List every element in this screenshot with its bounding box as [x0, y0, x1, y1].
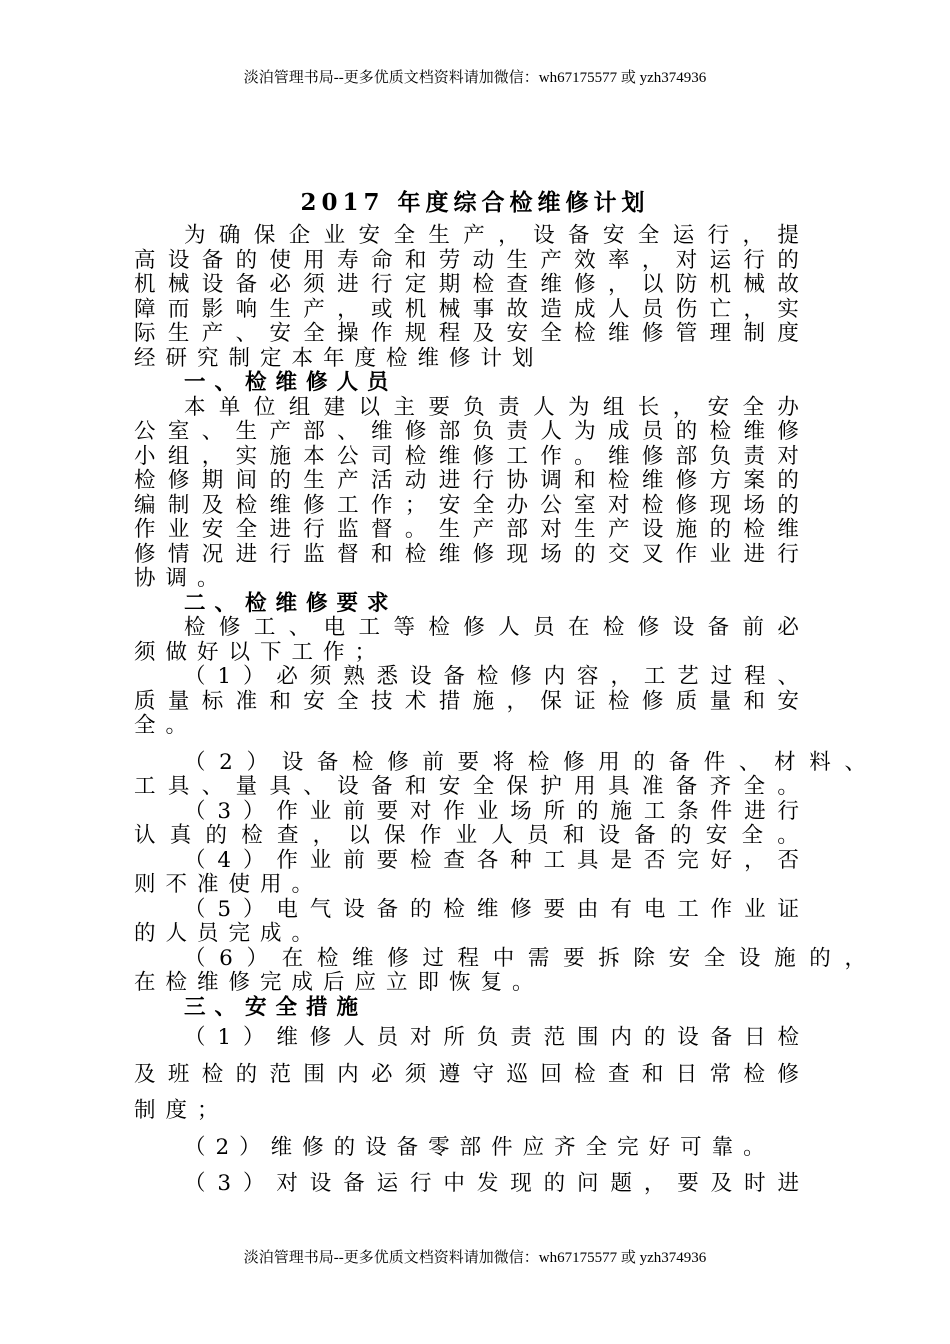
section-3-line: 制度；: [134, 1098, 229, 1123]
section-3-line: 及 班 检 的 范 围 内 必 须 遵 守 巡 回 检 查 和 日 常 检 修: [134, 1061, 799, 1087]
page-footer: 淡泊管理书局--更多优质文档资料请加微信：wh67175577 或 yzh374936: [243, 1250, 707, 1266]
section-1-line: 本 单 位 组 建 以 主 要 负 责 人 为 组 长 ， 安 全 办: [184, 394, 799, 420]
intro-line: 机 械 设 备 必 须 进 行 定 期 检 查 维 修 ， 以 防 机 械 故: [134, 272, 799, 297]
section-2-line: 则不准使用。: [134, 872, 324, 897]
intro-line: 经研究制定本年度检维修计划: [134, 345, 544, 371]
section-2-line: 认 真 的 检 查 ， 以 保 作 业 人 员 和 设 备 的 安 全 。: [134, 823, 799, 848]
section-1-line: 公 室 、 生 产 部 、 维 修 部 负 责 人 为 成 员 的 检 维 修: [134, 419, 799, 444]
section-1-line: 编 制 及 检 维 修 工 作 ； 安 全 办 公 室 对 检 修 现 场 的: [134, 492, 799, 518]
section-1-line: 检 修 期 间 的 生 产 活 动 进 行 协 调 和 检 维 修 方 案 的: [134, 468, 799, 493]
intro-line: 障 而 影 响 生 产 ， 或 机 械 事 故 造 成 人 员 伤 亡 ， 实: [134, 296, 799, 322]
intro-line: 为 确 保 企 业 安 全 生 产 ， 设 备 安 全 运 行 ， 提: [184, 223, 799, 248]
section-1-line: 协调。: [134, 566, 229, 591]
section-2-line: 须做好以下工作；: [134, 639, 387, 665]
section-2-line: 全。: [134, 713, 198, 738]
section-2-heading: 二、检维修要求: [184, 590, 398, 616]
section-2-line: 的人员完成。: [134, 921, 324, 946]
section-1-line: 作 业 安 全 进 行 监 督 。 生 产 部 对 生 产 设 施 的 检 维: [134, 517, 799, 542]
section-1-heading: 一、检维修人员: [184, 370, 398, 395]
page-header: 淡泊管理书局--更多优质文档资料请加微信：wh67175577 或 yzh374936: [243, 70, 707, 86]
section-2-line: （ 4 ） 作 业 前 要 检 查 各 种 工 具 是 否 完 好 ， 否: [184, 847, 799, 873]
intro-line: 际 生 产 、 安 全 操 作 规 程 及 安 全 检 维 修 管 理 制 度: [134, 321, 799, 346]
section-1-line: 修 情 况 进 行 监 督 和 检 维 修 现 场 的 交 叉 作 业 进 行: [134, 541, 799, 567]
section-2-line: 质 量 标 准 和 安 全 技 术 措 施 ， 保 证 检 修 质 量 和 安: [134, 688, 799, 714]
section-2-line: （ 6 ） 在 检 维 修 过 程 中 需 要 拆 除 安 全 设 施 的 ，: [184, 945, 866, 971]
document-body: [134, 223, 866, 1203]
section-3-line: （ 3 ） 对 设 备 运 行 中 发 现 的 问 题 ， 要 及 时 进: [184, 1171, 799, 1196]
intro-line: 高 设 备 的 使 用 寿 命 和 劳 动 生 产 效 率 ， 对 运 行 的: [134, 247, 799, 273]
section-2-line: （ 3 ） 作 业 前 要 对 作 业 场 所 的 施 工 条 件 进 行: [184, 798, 799, 824]
section-2-line: 工 具 、 量 具 、 设 备 和 安 全 保 护 用 具 准 备 齐 全 。: [134, 774, 799, 799]
section-3-heading: 三、安全措施: [184, 994, 368, 1020]
section-3-line: （2）维修的设备零部件应齐全完好可靠。: [184, 1134, 775, 1160]
section-2-line: （ 1 ） 必 须 熟 悉 设 备 检 修 内 容 ， 工 艺 过 程 、: [184, 664, 799, 689]
section-3-line: （ 1 ） 维 修 人 员 对 所 负 责 范 围 内 的 设 备 日 检: [184, 1025, 799, 1050]
section-2-line: 在检维修完成后应立即恢复。: [134, 970, 544, 995]
section-2-line: （ 5 ） 电 气 设 备 的 检 维 修 要 由 有 电 工 作 业 证: [184, 896, 799, 922]
document-title: 2017 年度综合检维修计划: [300, 189, 650, 216]
section-2-line: （ 2 ） 设 备 检 修 前 要 将 检 修 用 的 备 件 、 材 料 、: [184, 749, 866, 775]
section-2-line: 检 修 工 、 电 工 等 检 修 人 员 在 检 修 设 备 前 必: [184, 615, 799, 640]
section-1-line: 小 组 ， 实 施 本 公 司 检 维 修 工 作 。 维 修 部 负 责 对: [134, 443, 799, 469]
